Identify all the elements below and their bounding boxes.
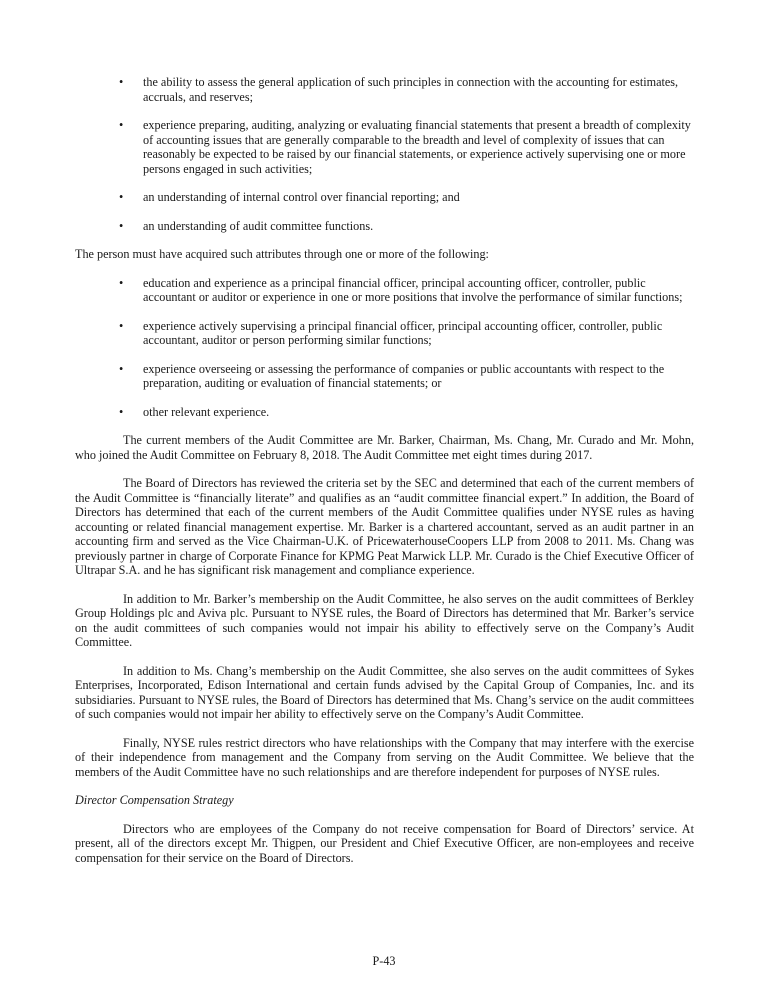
bullet-icon: • [119, 118, 124, 132]
bullet-icon: • [119, 361, 124, 376]
list-item-text: an understanding of audit committee functions. [143, 218, 374, 233]
list-item [75, 276, 694, 305]
list-item-text: experience actively supervising a principal financial officer, principal accounting officer, controller, public accountant, auditor or person performing similar functions; [143, 318, 663, 347]
page-number: P-43 [372, 954, 396, 968]
list-item-text: other relevant experience. [143, 404, 270, 419]
list-item-text: education and experience as a principal financial officer, principal accounting officer, controller, public accountant or auditor or experience in one or more positions that involve the performance of similar functions; [143, 275, 683, 304]
list-item-text: experience preparing, auditing, analyzing or evaluating financial statements that present a breadth of complexity of accounting issues that are generally comparable to the breadth and level of complexity of issues that can reasonably be expected to be raised by our financial statements, or experience actively supervising one or more persons engaged in such activities; [143, 118, 691, 176]
list-item-text: experience overseeing or assessing the performance of companies or public accountants with respect to the preparation, auditing or evaluation of financial statements; or [143, 361, 665, 390]
list-item [75, 362, 694, 391]
bullet-icon: • [119, 275, 124, 290]
list-item [75, 118, 694, 176]
committee-members-paragraph: The current members of the Audit Committee are Mr. Barker, Chairman, Ms. Chang, Mr. Curado and Mr. Mohn, who joined the Audit Committee on February 8, 2018. The Audit Committee met eight times during 2017. [75, 433, 694, 462]
bullet-icon: • [119, 190, 124, 204]
list-item [75, 190, 694, 205]
list-item [75, 219, 694, 234]
list-intro: The person must have acquired such attributes through one or more of the following: [75, 247, 489, 261]
qualification-list [75, 75, 694, 233]
bullet-icon: • [119, 404, 124, 419]
document-page [75, 75, 694, 879]
list-item [75, 405, 694, 420]
bullet-icon: • [119, 318, 124, 333]
barker-paragraph: In addition to Mr. Barker’s membership on the Audit Committee, he also serves on the audit committees of Berkley Group Holdings plc and Aviva plc. Pursuant to NYSE rules, the Board of Directors has determined that Mr. Barker’s service on the audit committees of such companies would not impair his ability to effectively serve on the Company’s Audit Committee. [75, 591, 694, 649]
attributes-list [75, 276, 694, 420]
bullet-icon: • [119, 218, 124, 233]
list-item [75, 75, 694, 104]
compensation-paragraph: Directors who are employees of the Company do not receive compensation for Board of Directors’ service. At present, all of the directors except Mr. Thigpen, our President and Chief Executive Officer, are non-employees and receive compensation for their service on the Board of Directors. [75, 821, 694, 865]
list-item [75, 319, 694, 348]
independence-paragraph: Finally, NYSE rules restrict directors who have relationships with the Company that may interfere with the exercise of their independence from management and the Company from serving on the Audit Committee. We believe that the members of the Audit Committee have no such relationships and are therefore independent for purposes of NYSE rules. [75, 735, 694, 779]
section-heading: Director Compensation Strategy [75, 793, 234, 807]
list-item-text: the ability to assess the general application of such principles in connection with the accounting for estimates, accruals, and reserves; [143, 75, 679, 104]
list-item-text: an understanding of internal control over financial reporting; and [143, 190, 460, 204]
bullet-icon: • [119, 75, 124, 89]
financial-expert-paragraph: The Board of Directors has reviewed the criteria set by the SEC and determined that each of the current members of the Audit Committee is “financially literate” and qualifies as an “audit committee financial expert.” In addition, the Board of Directors has determined that each of the current members of the Audit Committee qualifies under NYSE rules as having accounting or related financial management expertise. Mr. Barker is a chartered accountant, served as an audit partner in an accounting firm and served as the Vice Chairman-U.K. of PricewaterhouseCoopers LLP from 2008 to 2011. Ms. Chang was previously partner in charge of Corporate Finance for KPMG Peat Marwick LLP. Mr. Curado is the Chief Executive Officer of Ultrapar S.A. and he has significant risk management and compliance experience. [75, 476, 694, 577]
chang-paragraph: In addition to Ms. Chang’s membership on the Audit Committee, she also serves on the audit committees of Sykes Enterprises, Incorporated, Edison International and certain funds advised by the Capital Group of Companies, Inc. and its subsidiaries. Pursuant to NYSE rules, the Board of Directors has determined that Ms. Chang’s service on the audit committees of such companies would not impair her ability to effectively serve on the Company’s Audit Committee. [75, 663, 694, 721]
